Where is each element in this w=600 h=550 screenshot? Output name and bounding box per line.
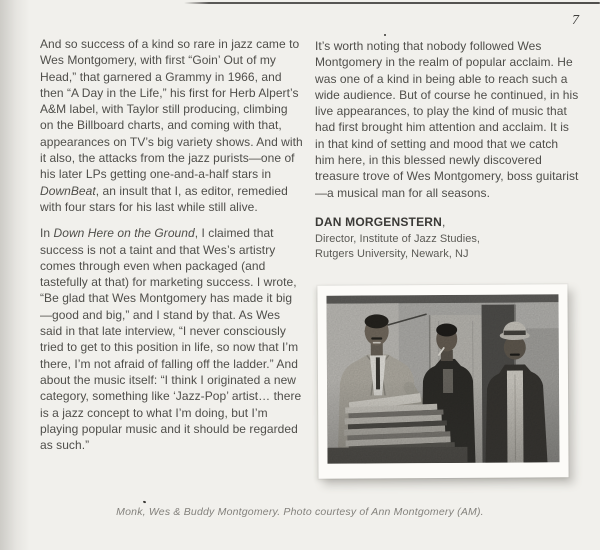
byline bbox=[315, 214, 579, 261]
paragraph: And so success of a kind so rare in jazz came to Wes Montgomery, with first “Goin’ Out of my Head,” that garnered a Grammy in 1966, and then “A Day in the Life,” his first for Herb Alpert’s A&M label, with Taylor still producing, climbing on the Billboard charts, and coming with that, appearances on TV’s big variety shows. And with it also, the attacks from the jazz purists—one of his later LPs getting one-and-a-half stars in DownBeat, an insult that I, as editor, remedied with four stars for his last while still alive. bbox=[40, 37, 303, 214]
right-text-column bbox=[315, 38, 579, 261]
photo-image bbox=[326, 294, 559, 463]
left-text-column bbox=[40, 36, 304, 463]
photo-caption: Monk, Wes & Buddy Montgomery. Photo courtesy of Ann Montgomery (AM). bbox=[116, 506, 484, 518]
montgomery-brothers-photo-illustration bbox=[326, 294, 559, 463]
scan-speck bbox=[143, 501, 147, 504]
photo-print bbox=[317, 284, 568, 479]
scan-speck bbox=[384, 34, 387, 37]
byline-name: DAN MORGENSTERN bbox=[315, 214, 443, 229]
paragraph: In Down Here on the Ground, I claimed that success is not a taint and that Wes’s artistry comes through even when packaged (and tastefully at that) for marketing success. I wrote, “Be glad that Wes Montgomery has made it big—good and big,” and I stand by that. As Wes said in that late interview, “I never consciously tried to get to this position in life, so now that I’m there, I’m not afraid of falling off the ladder.” And about the music itself: “I think I originated a new category, something like ‘Jazz-Pop’ artist… there is a jazz concept to what I’m doing, but I’m playing popular music and it should be regarded as such.” bbox=[40, 226, 302, 453]
paragraph: It’s worth noting that nobody followed Wes Montgomery in the realm of popular acclaim. He was one of a kind in being able to reach such a wide audience. But of course he continued, in his live appearances, to play the kind of music that had first brought him attention and acclaim. It is in that kind of setting and mood that we catch him here, in this blessed newly discovered treasure trove of Wes Montgomery, boss guitarist—a musical man for all seasons. bbox=[315, 39, 579, 200]
scan-top-line-artifact bbox=[184, 2, 600, 4]
byline-role bbox=[315, 232, 579, 261]
scan-edge-shadow bbox=[0, 0, 30, 550]
byline-name-suffix: , bbox=[442, 214, 446, 229]
byline-role-line1: Director, Institute of Jazz Studies, bbox=[315, 233, 481, 246]
byline-role-line2: Rutgers University, Newark, NJ bbox=[315, 247, 469, 260]
photo-grain bbox=[326, 294, 559, 463]
page-number: 7 bbox=[572, 13, 579, 28]
